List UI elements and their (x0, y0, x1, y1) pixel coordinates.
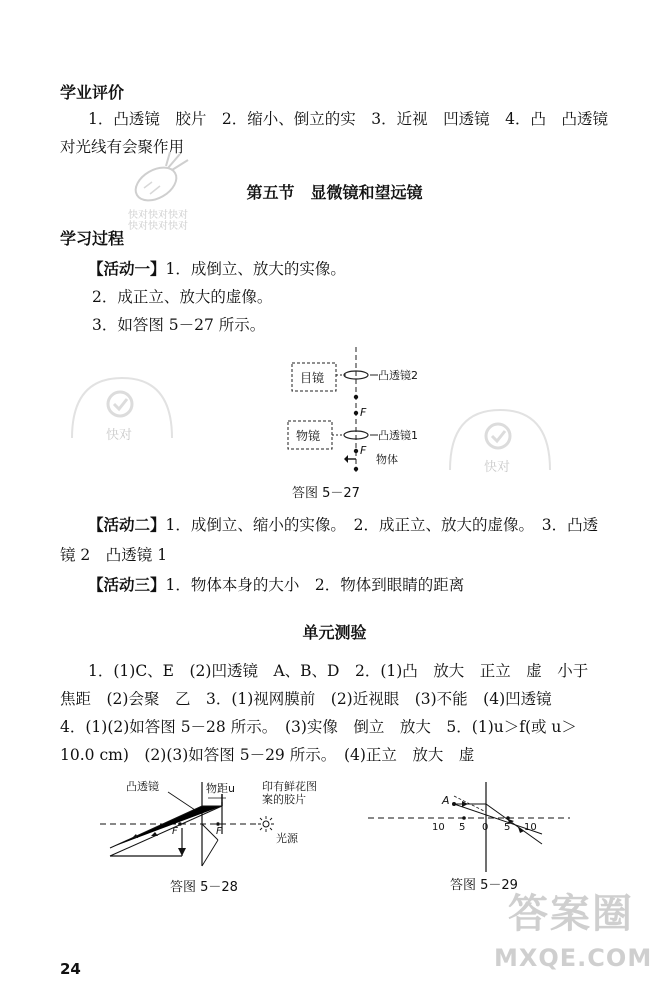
kuaidui-logo-watermark-2 (440, 400, 560, 500)
tick-5-right: 5 (504, 822, 511, 833)
point-a-label: A (442, 794, 450, 807)
corner-watermark-title: 答案圈 (508, 891, 634, 937)
kuaidui-logo-watermark-1 (62, 368, 182, 468)
object-label: 物体 (376, 453, 398, 466)
kuaidui-logo-icon (62, 368, 182, 468)
light-source-label: 光源 (276, 832, 298, 845)
activity-2-line-2: 镜 2 凸透镜 1 (60, 546, 168, 564)
distance-label: 物距u (206, 782, 235, 795)
figure-5-28-caption: 答图 5－28 (170, 880, 238, 895)
focus-label-right: F (216, 826, 222, 837)
unit-answer-line-3: 4．(1)(2)如答图 5－28 所示。 (3)实像 倒立 放大 5．(1)u＞f(或 u＞ (60, 718, 577, 736)
focus-label-lower: F (360, 444, 367, 457)
activity-3-line-1 (88, 574, 464, 596)
activity-1-line-2: 2．成正立、放大的虚像。 (92, 288, 273, 306)
figure-5-29-caption: 答图 5－29 (450, 878, 518, 893)
focus-dot-lower (354, 449, 358, 453)
focus-dot-upper-1 (354, 395, 358, 399)
lens-1-label: 凸透镜1 (378, 429, 418, 442)
activity-1-label: 【活动一】 (88, 259, 166, 278)
unit-test-title: 单元测验 (302, 623, 367, 642)
kuaidui-logo-text-1: 快对 (106, 428, 133, 443)
lens-label: 凸透镜 (126, 780, 159, 793)
corner-watermark-url: MXQE.COM (494, 944, 653, 972)
tick-10-right: 10 (524, 822, 537, 833)
activity-2-line-1 (88, 514, 598, 536)
unit-answer-line-2: 焦距 (2)会聚 乙 3．(1)视网膜前 (2)近视眼 (3)不能 (4)凹透镜 (60, 690, 552, 708)
activity-1-line-3: 3．如答图 5－27 所示。 (92, 316, 266, 334)
section-title: 第五节 显微镜和望远镜 (246, 183, 423, 202)
activity-1-line-1 (88, 258, 346, 280)
focus-label-left: F (172, 826, 178, 837)
objective-label: 物镜 (296, 429, 321, 443)
activity-1-text: 1．成倒立、放大的实像。 (165, 260, 346, 278)
process-heading: 学习过程 (60, 229, 125, 248)
page-number: 24 (60, 960, 81, 978)
focus-dot-upper-2 (354, 411, 358, 415)
film-label-2: 案的胶片 (262, 793, 306, 806)
light-source-icon (258, 816, 274, 832)
unit-answer-line-1: 1．(1)C、E (2)凹透镜 A、B、D 2．(1)凸 放大 正立 虚 小于 (88, 662, 589, 680)
kuaidui-logo-icon (440, 400, 560, 500)
tick-0: 0 (482, 822, 489, 833)
figure-5-28-diagram (98, 776, 328, 876)
kuaidui-logo-text-2: 快对 (484, 460, 511, 475)
activity-3-text: 1．物体本身的大小 2．物体到眼睛的距离 (165, 576, 465, 594)
tick-10-left: 10 (432, 822, 445, 833)
eval-answer-line-1: 1．凸透镜 胶片 2．缩小、倒立的实 3．近视 凹透镜 4．凸 凸透镜 (88, 110, 608, 128)
tick-5-left: 5 (459, 822, 466, 833)
film-label-1: 印有鲜花图 (262, 780, 317, 793)
figure-5-27-caption: 答图 5－27 (292, 486, 360, 501)
ray-1 (110, 806, 222, 856)
focus-label-upper: F (360, 406, 367, 419)
activity-3-label: 【活动三】 (88, 575, 166, 594)
eval-answer-line-2: 对光线有会聚作用 (60, 138, 185, 156)
stamp-text-2: 快对快对快对 (128, 221, 188, 232)
figure-5-27-diagram (280, 345, 420, 480)
focus-dot-bottom (354, 467, 358, 471)
lens-2-label: 凸透镜2 (378, 369, 418, 382)
eval-heading: 学业评价 (60, 83, 125, 102)
activity-2-text: 1．成倒立、缩小的实像。 2．成正立、放大的虚像。 3．凸透 (165, 516, 599, 534)
activity-2-label: 【活动二】 (88, 515, 166, 534)
stamp-text-1: 快对快对快对 (128, 210, 188, 221)
unit-answer-line-4: 10.0 cm) (2)(3)如答图 5－29 所示。 (4)正立 放大 虚 (60, 746, 475, 764)
eyepiece-label: 目镜 (300, 371, 325, 385)
figure-5-29-diagram (364, 776, 574, 876)
